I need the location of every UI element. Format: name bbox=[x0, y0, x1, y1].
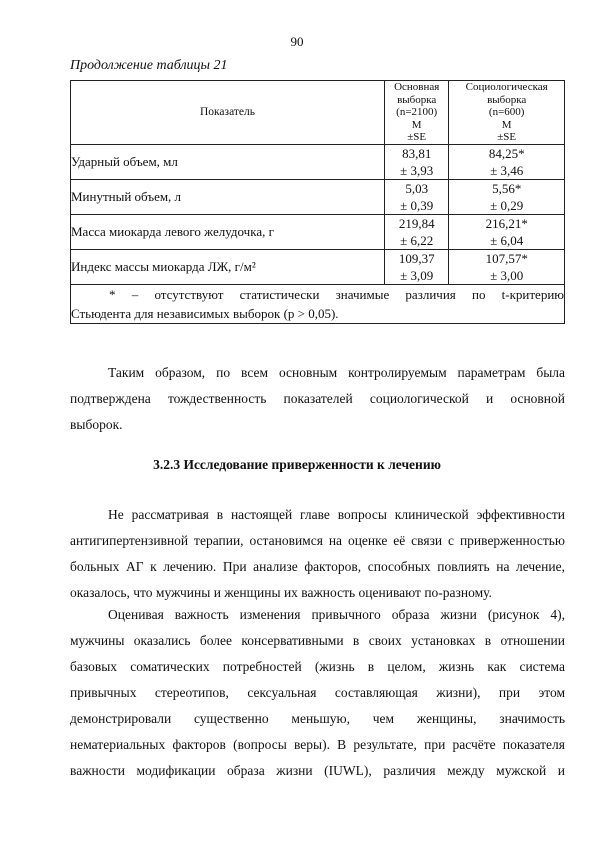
cell-se: ± 0,29 bbox=[490, 197, 524, 213]
text-line: важности модификации образа жизни (IUWL), различия между мужской и bbox=[70, 763, 565, 778]
table-row bbox=[71, 249, 565, 284]
section-heading: 3.2.3 Исследование приверженности к лечению bbox=[153, 457, 441, 472]
cell-mean: 5,56* bbox=[492, 180, 522, 196]
table-row bbox=[71, 144, 565, 179]
paragraph-lifestyle bbox=[70, 602, 565, 784]
text-line: нематериальных факторов (вопросы веры). В результате, при расчёте показателя bbox=[70, 737, 565, 752]
table-header-row bbox=[71, 81, 565, 145]
table-row bbox=[71, 214, 565, 249]
text-line: подтверждена тождественность показателей социологической и основной bbox=[70, 391, 565, 406]
text-line: демонстрировали существенно меньшую, чем женщины, значимость bbox=[70, 711, 565, 726]
row-label: Масса миокарда левого желудочка, г bbox=[71, 214, 385, 249]
cell-socio bbox=[449, 144, 565, 179]
text-line: выборок. bbox=[70, 417, 123, 432]
cell-socio bbox=[449, 179, 565, 214]
cell-mean: 109,37 bbox=[398, 250, 435, 266]
note-line: Стьюдента для независимых выборок (p > 0,05). bbox=[71, 305, 339, 321]
cell-se: ± 6,22 bbox=[400, 232, 434, 248]
cell-main bbox=[385, 214, 449, 249]
table-note bbox=[71, 284, 565, 323]
text-line: оказалось, что мужчины и женщины их важность оценивают по-разному. bbox=[70, 585, 492, 600]
cell-se: ± 6,04 bbox=[490, 232, 524, 248]
header-main-line: (n=2100) bbox=[396, 106, 438, 118]
header-socio-line: Социологическая bbox=[465, 81, 548, 93]
page-number: 90 bbox=[290, 34, 304, 49]
text-line: больных АГ к лечению. При анализе факторов, способных повлиять на лечение, bbox=[70, 559, 565, 574]
table-row bbox=[71, 179, 565, 214]
text-line: базовых соматических потребностей (жизнь в целом, жизнь как система bbox=[70, 659, 565, 674]
header-main-line: ±SE bbox=[407, 131, 427, 143]
cell-main bbox=[385, 249, 449, 284]
paragraph-conclusion bbox=[70, 360, 565, 438]
cell-se: ± 3,09 bbox=[400, 267, 434, 283]
cell-mean: 219,84 bbox=[398, 215, 435, 231]
row-label: Минутный объем, л bbox=[71, 179, 385, 214]
text-line: привычных стереотипов, сексуальная составляющая жизни), при этом bbox=[70, 685, 565, 700]
row-label: Ударный объем, мл bbox=[71, 144, 385, 179]
header-main-line: выборка bbox=[397, 93, 437, 106]
cell-mean: 84,25* bbox=[488, 145, 525, 161]
cell-main bbox=[385, 179, 449, 214]
header-main-line: M bbox=[411, 118, 422, 131]
cell-mean: 216,21* bbox=[485, 215, 528, 231]
header-param: Показатель bbox=[71, 81, 385, 145]
header-main-sample bbox=[385, 81, 449, 145]
header-socio-line: ±SE bbox=[497, 131, 517, 143]
cell-mean: 5,03 bbox=[405, 180, 429, 196]
header-main-line: Основная bbox=[394, 81, 440, 93]
header-socio-sample bbox=[449, 81, 565, 145]
row-label: Индекс массы миокарда ЛЖ, г/м² bbox=[71, 249, 385, 284]
cell-socio bbox=[449, 249, 565, 284]
cell-main bbox=[385, 144, 449, 179]
table-note-row bbox=[71, 284, 565, 323]
cell-mean: 107,57* bbox=[485, 250, 528, 266]
cell-mean: 83,81 bbox=[402, 145, 432, 161]
header-socio-line: M bbox=[501, 118, 512, 131]
cell-socio bbox=[449, 214, 565, 249]
cell-se: ± 3,00 bbox=[490, 267, 524, 283]
text-line: антигипертензивной терапии, остановимся на оценке её связи с приверженностью bbox=[70, 533, 565, 548]
cell-se: ± 0,39 bbox=[400, 197, 434, 213]
cell-se: ± 3,93 bbox=[400, 162, 434, 178]
text-line: Не рассматривая в настоящей главе вопросы клинической эффективности bbox=[108, 507, 565, 522]
text-line: Таким образом, по всем основным контролируемым параметрам была bbox=[108, 365, 565, 380]
header-socio-line: (n=600) bbox=[488, 106, 525, 118]
header-socio-line: выборка bbox=[487, 93, 527, 106]
paragraph-intro bbox=[70, 502, 565, 606]
table-caption: Продолжение таблицы 21 bbox=[70, 58, 228, 73]
cell-se: ± 3,46 bbox=[490, 162, 524, 178]
note-line: * – отсутствуют статистически значимые различия по t-критерию bbox=[109, 286, 564, 302]
data-table bbox=[70, 80, 565, 324]
text-line: Оценивая важность изменения привычного образа жизни (рисунок 4), bbox=[108, 607, 565, 622]
text-line: мужчины оказались более консервативными в своих установках в отношении bbox=[70, 633, 565, 648]
